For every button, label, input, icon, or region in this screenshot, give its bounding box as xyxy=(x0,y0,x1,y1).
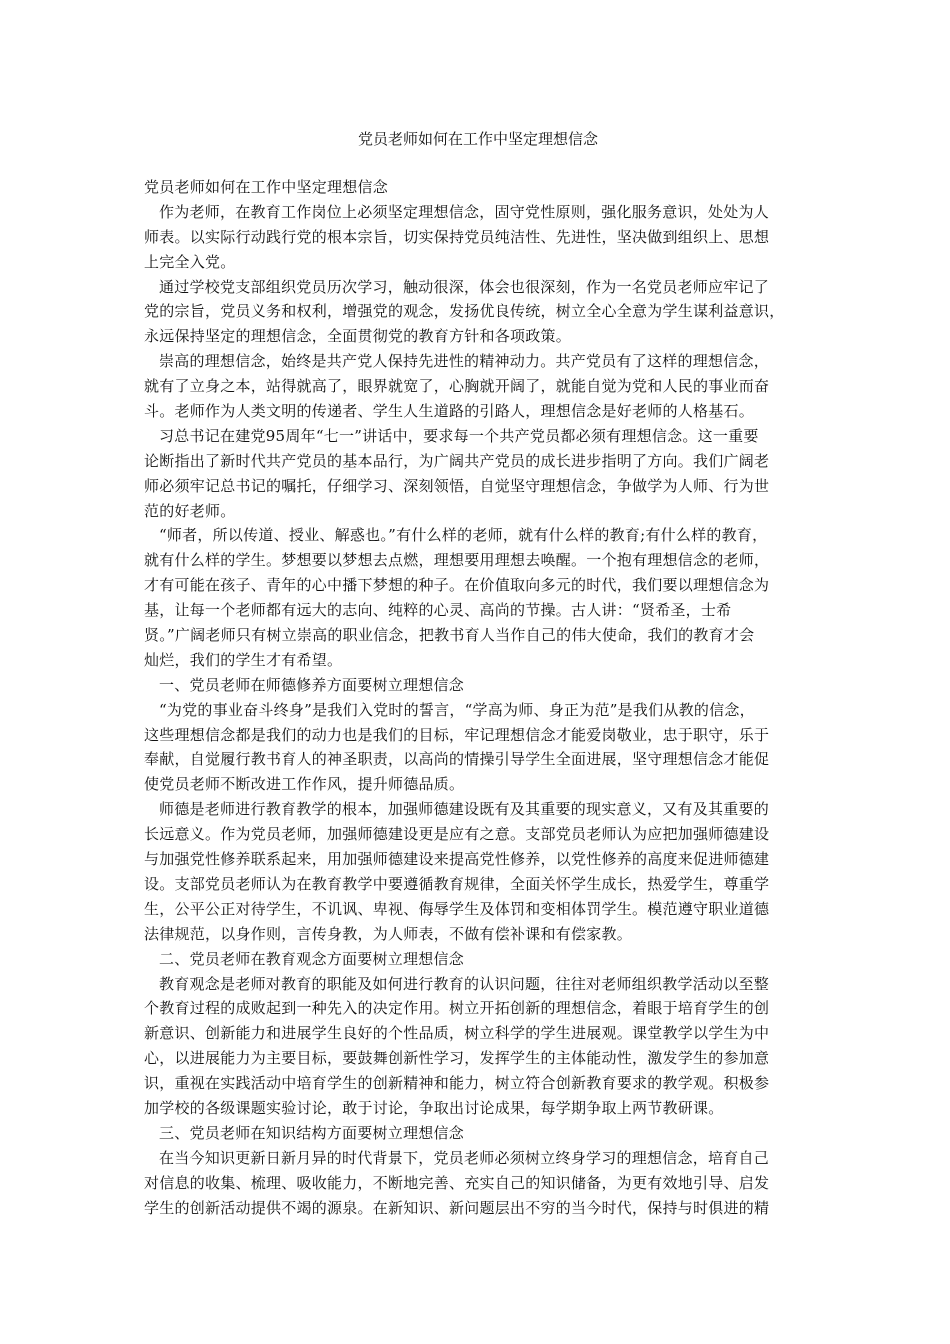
text-line: 斗。老师作为人类文明的传递者、学生人生道路的引路人，理想信念是好老师的人格基石。 xyxy=(144,402,755,421)
text-line: 基，让每一个老师都有远大的志向、纯粹的心灵、高尚的节操。古人讲：“贤希圣，士希 xyxy=(144,601,732,620)
text-line: 与加强党性修养联系起来，用加强师德建设来提高党性修养，以党性修养的高度来促进师德建 xyxy=(144,850,770,869)
text-line: 作为老师，在教育工作岗位上必须坚定理想信念，固守党性原则，强化服务意识，处处为人 xyxy=(159,202,770,221)
text-line: 长远意义。作为党员老师，加强师德建设更是应有之意。支部党员老师认为应把加强师德建设 xyxy=(144,825,770,844)
text-line: 就有什么样的学生。梦想要以梦想去点燃，理想要用理想去唤醒。一个抱有理想信念的老师， xyxy=(144,551,770,570)
text-line: “师者，所以传道、授业、解惑也。”有什么样的老师，就有什么样的教育;有什么样的教育， xyxy=(159,526,768,545)
text-line: 对信息的收集、梳理、吸收能力，不断地完善、充实自己的知识储备，为更有效地引导、启发 xyxy=(144,1173,770,1192)
text-line: 崇高的理想信念，始终是共产党人保持先进性的精神动力。共产党员有了这样的理想信念， xyxy=(159,352,770,371)
document-title: 党员老师如何在工作中坚定理想信念 xyxy=(357,130,598,148)
text-line: “为党的事业奋斗终身”是我们入党时的誓言，“学高为师、身正为范”是我们从教的信念， xyxy=(159,700,755,719)
text-line: 三、党员老师在知识结构方面要树立理想信念 xyxy=(159,1123,465,1142)
document-body xyxy=(144,175,812,1220)
text-line: 设。支部党员老师认为在教育教学中要遵循教育规律，全面关怀学生成长，热爱学生，尊重学 xyxy=(144,874,770,893)
text-line: 这些理想信念都是我们的动力也是我们的目标，牢记理想信念才能爱岗敬业，忠于职守，乐于 xyxy=(144,725,770,744)
text-line: 通过学校党支部组织党员历次学习，触动很深，体会也很深刻，作为一名党员老师应牢记了 xyxy=(159,277,770,296)
text-line: 灿烂，我们的学生才有希望。 xyxy=(144,650,343,669)
text-line: 贤。”广阔老师只有树立崇高的职业信念，把教书育人当作自己的伟大使命，我们的教育才会 xyxy=(144,626,755,645)
text-line: 个教育过程的成败起到一种先入的决定作用。树立开拓创新的理想信念，着眼于培育学生的创 xyxy=(144,999,770,1018)
text-line: 教育观念是老师对教育的职能及如何进行教育的认识问题，往往对老师组织教学活动以至整 xyxy=(159,974,770,993)
text-line: 新意识、创新能力和进展学生良好的个性品质，树立科学的学生进展观。课堂教学以学生为中 xyxy=(144,1024,770,1043)
text-line: 上完全入党。 xyxy=(144,252,236,271)
text-line: 师必须牢记总书记的嘱托，仔细学习、深刻领悟，自觉坚守理想信念，争做学为人师、行为世 xyxy=(144,476,770,495)
text-line: 在当今知识更新日新月异的时代背景下，党员老师必须树立终身学习的理想信念，培育自己 xyxy=(159,1148,770,1167)
text-line: 加学校的各级课题实验讨论，敢于讨论，争取出讨论成果，每学期争取上两节教研课。 xyxy=(144,1098,724,1117)
text-line: 习总书记在建党95周年“七一”讲话中，要求每一个共产党员都必须有理想信念。这一重要 xyxy=(159,426,759,445)
text-line: 识，重视在实践活动中培育学生的创新精神和能力，树立符合创新教育要求的教学观。积极参 xyxy=(144,1074,770,1093)
text-line: 心，以进展能力为主要目标，要鼓舞创新性学习，发挥学生的主体能动性，激发学生的参加意 xyxy=(144,1049,770,1068)
text-line: 才有可能在孩子、青年的心中播下梦想的种子。在价值取向多元的时代，我们要以理想信念为 xyxy=(144,576,770,595)
text-line: 二、党员老师在教育观念方面要树立理想信念 xyxy=(159,949,465,968)
text-line: 论断指出了新时代共产党员的基本品行，为广阔共产党员的成长进步指明了方向。我们广阔老 xyxy=(144,451,770,470)
text-line: 永远保持坚定的理想信念，全面贯彻党的教育方针和各项政策。 xyxy=(144,327,572,346)
text-line: 一、党员老师在师德修养方面要树立理想信念 xyxy=(159,675,465,694)
text-line: 学生的创新活动提供不竭的源泉。在新知识、新问题层出不穷的当今时代，保持与时俱进的精 xyxy=(144,1198,770,1217)
text-line: 法律规范，以身作则，言传身教，为人师表，不做有偿补课和有偿家教。 xyxy=(144,924,633,943)
document-page xyxy=(144,0,812,1220)
text-line: 奉献，自觉履行教书育人的神圣职责，以高尚的情操引导学生全面进展，坚守理想信念才能促 xyxy=(144,750,770,769)
text-line: 师表。以实际行动践行党的根本宗旨，切实保持党员纯洁性、先进性，坚决做到组织上、思想 xyxy=(144,227,770,246)
text-line: 生，公平公正对待学生，不讥讽、卑视、侮辱学生及体罚和变相体罚学生。模范遵守职业道德 xyxy=(144,899,770,918)
text-line: 范的好老师。 xyxy=(144,501,236,520)
text-line: 就有了立身之本，站得就高了，眼界就宽了，心胸就开阔了，就能自觉为党和人民的事业而奋 xyxy=(144,377,770,396)
text-line: 使党员老师不断改进工作作风，提升师德品质。 xyxy=(144,775,465,794)
text-line: 党员老师如何在工作中坚定理想信念 xyxy=(144,178,389,196)
text-line: 师德是老师进行教育教学的根本，加强师德建设既有及其重要的现实意义，又有及其重要的 xyxy=(159,800,770,819)
text-line: 党的宗旨，党员义务和权利，增强党的观念，发扬优良传统，树立全心全意为学生谋利益意识， xyxy=(144,302,785,321)
